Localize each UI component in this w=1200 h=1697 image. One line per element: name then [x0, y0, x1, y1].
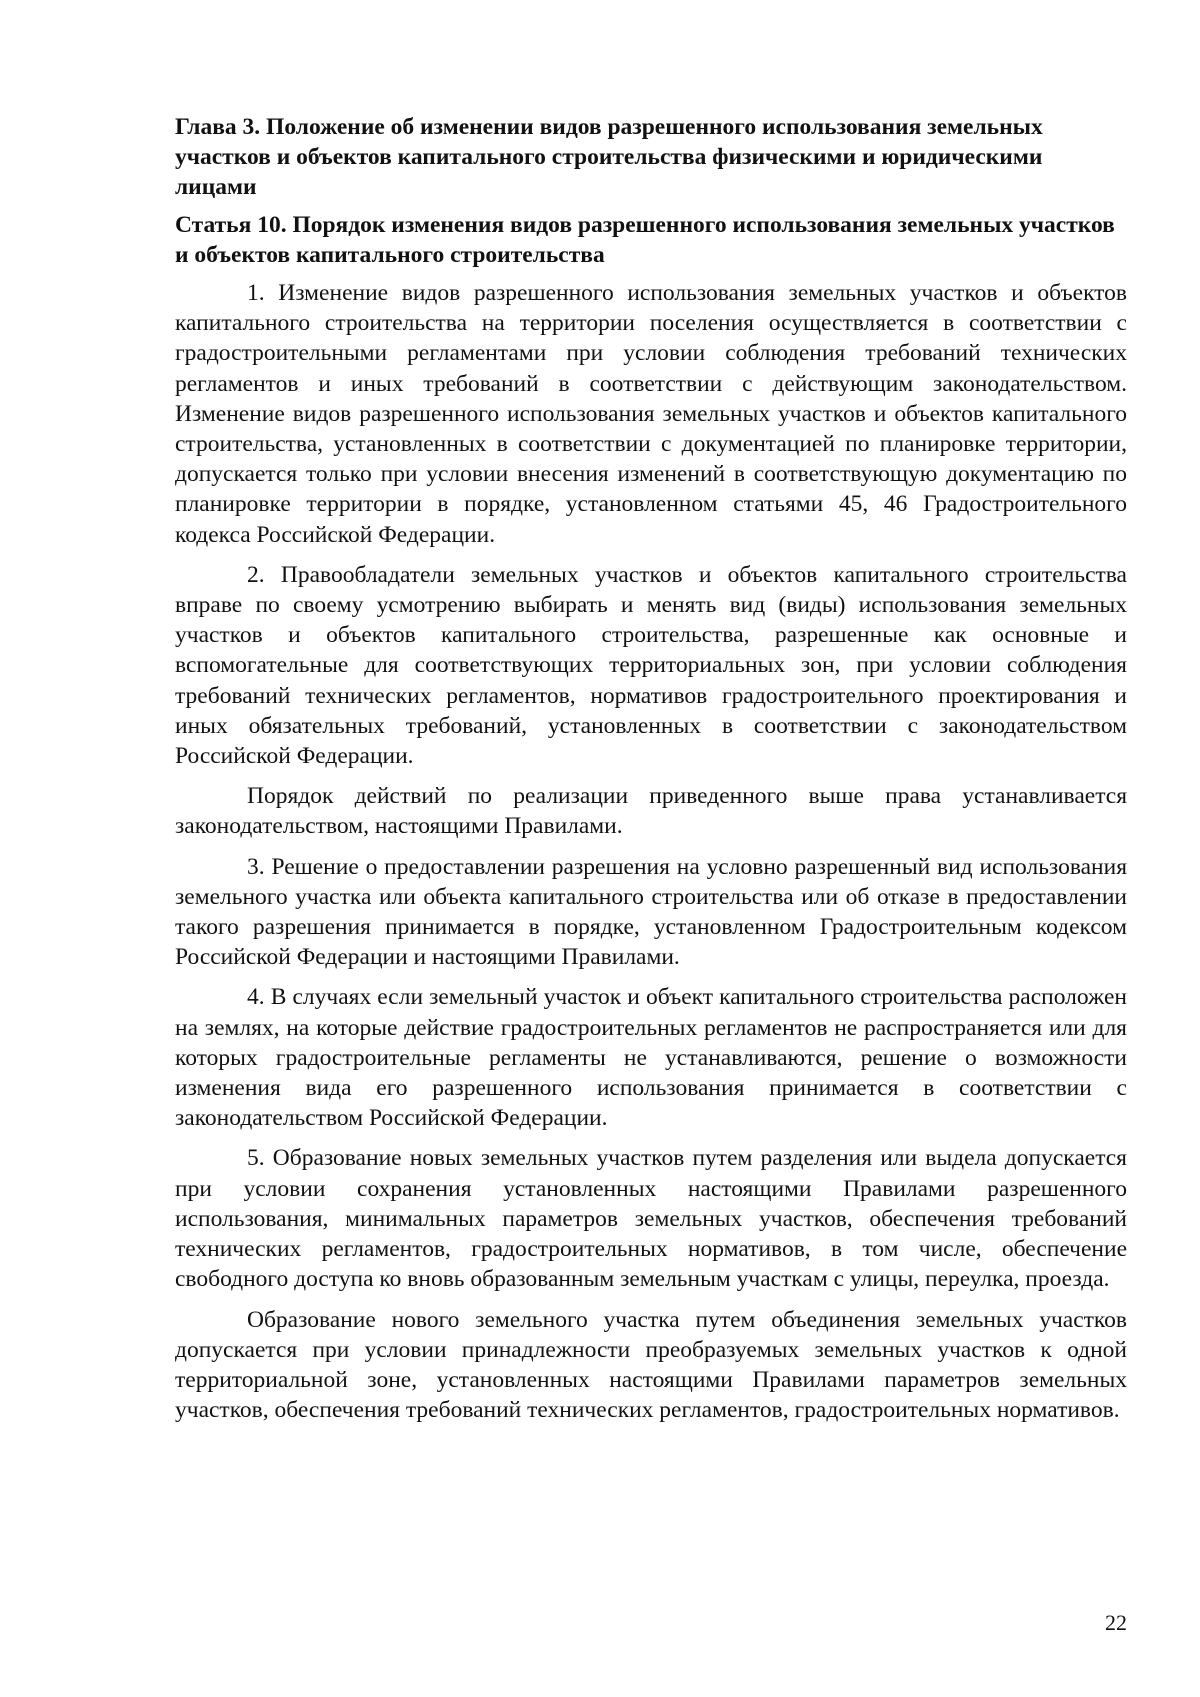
paragraph-item-5: 5. Образование новых земельных участков путем разделения или выдела допускается при условии сохранения установленных настоящими Правилами разрешенного использования, минимальных параметров земельных участков, обеспечения требований технических регламентов, градостроительных нормативов, в том числе, обеспечение свободного доступа ко вновь образованным земельным участкам с улицы, переулка, проезда.	[175, 1145, 1127, 1293]
document-page	[175, 112, 1127, 1652]
chapter-title: Глава 3. Положение об изменении видов разрешенного использования земельных участков и объектов капитального строительства физическими и юридическими лицами	[175, 114, 1043, 200]
paragraph-item-1: 1. Изменение видов разрешенного использования земельных участков и объектов капитального строительства на территории поселения осуществляется в соответствии с градостроительными регламентами при условии соблюдения требований технических регламентов и иных требований в соответствии с действующим законодательством. Изменение видов разрешенного использования земельных участков и объектов капитального строительства, установленных в соответствии с документацией по планировке территории, допускается только при условии внесения изменений в соответствующую документацию по планировке территории в порядке, установленном статьями 45, 46 Градостроительного кодекса Российской Федерации.	[175, 280, 1127, 548]
paragraph-item-4: 4. В случаях если земельный участок и объект капитального строительства расположен на землях, на которые действие градостроительных регламентов не распространяется или для которых градостроительные регламенты не устанавливаются, решение о возможности изменения вида его разрешенного использования принимается в соответствии с законодательством Российской Федерации.	[175, 984, 1127, 1132]
paragraph-procedure-note: Порядок действий по реализации приведенного выше права устанавливается законодательством, настоящими Правилами.	[175, 783, 1127, 840]
page-number: 22	[1105, 1610, 1127, 1635]
paragraph-item-2: 2. Правообладатели земельных участков и объектов капитального строительства вправе по своему усмотрению выбирать и менять вид (виды) использования земельных участков и объектов капитального строительства, разрешенные как основные и вспомогательные для соответствующих территориальных зон, при условии соблюдения требований технических регламентов, нормативов градостроительного проектирования и иных обязательных требований, установленных в соответствии с законодательством Российской Федерации.	[175, 561, 1127, 770]
paragraph-item-3: 3. Решение о предоставлении разрешения на условно разрешенный вид использования земельного участка или объекта капитального строительства или об отказе в предоставлении такого разрешения принимается в порядке, установленном Градостроительным кодексом Российской Федерации и настоящими Правилами.	[175, 853, 1127, 971]
paragraph-merge-note: Образование нового земельного участка путем объединения земельных участков допускается при условии принадлежности преобразуемых земельных участков к одной территориальной зоне, установленных настоящими Правилами параметров земельных участков, обеспечения требований технических регламентов, градостроительных нормативов.	[175, 1306, 1127, 1424]
article-title: Статья 10. Порядок изменения видов разрешенного использования земельных участков и объектов капитального строительства	[175, 212, 1115, 268]
